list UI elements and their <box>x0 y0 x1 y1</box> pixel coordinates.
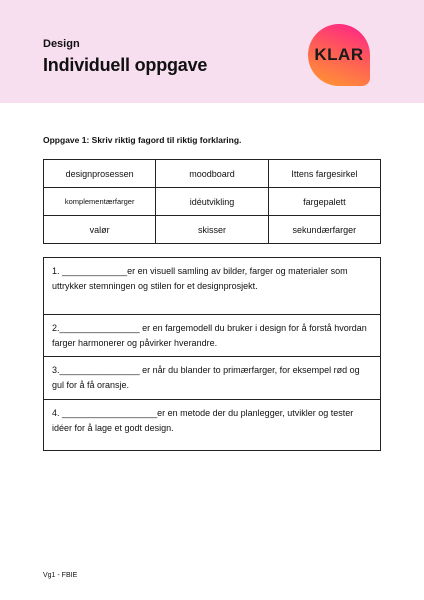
term-cell: Ittens fargesirkel <box>268 160 380 188</box>
term-cell: moodboard <box>156 160 268 188</box>
logo-text: KLAR <box>314 45 364 64</box>
question-3[interactable]: 3.________________ er når du blander to primærfarger, for eksempel rød og gul for å få oransje. <box>44 356 380 399</box>
question-2[interactable]: 2.________________ er en fargemodell du bruker i design for å forstå hvordan farger harmonerer og påvirker hverandre. <box>44 314 380 356</box>
questions-box <box>43 257 381 451</box>
term-cell: skisser <box>156 216 268 244</box>
terms-table <box>43 159 381 244</box>
page-header <box>0 0 424 103</box>
terms-row <box>44 216 381 244</box>
klar-logo <box>308 24 370 86</box>
page-title: Individuell oppgave <box>43 55 208 75</box>
subject-label: Design <box>43 38 80 50</box>
question-1[interactable]: 1. _____________er en visuell samling av bilder, farger og materialer som uttrykker stemningen og stilen for et designprosjekt. <box>52 266 348 291</box>
terms-row <box>44 188 381 216</box>
page-footer: Vg1 - FBIE <box>43 572 78 579</box>
term-cell: komplementærfarger <box>44 188 156 216</box>
term-cell: designprosessen <box>44 160 156 188</box>
term-cell: fargepalett <box>268 188 380 216</box>
term-cell: sekundærfarger <box>268 216 380 244</box>
terms-row <box>44 160 381 188</box>
term-cell: valør <box>44 216 156 244</box>
term-cell: idéutvikling <box>156 188 268 216</box>
task-instruction: Oppgave 1: Skriv riktig fagord til riktig forklaring. <box>43 135 242 145</box>
question-4[interactable]: 4. ___________________er en metode der du planlegger, utvikler og tester idéer for å lage et godt design. <box>44 399 380 450</box>
